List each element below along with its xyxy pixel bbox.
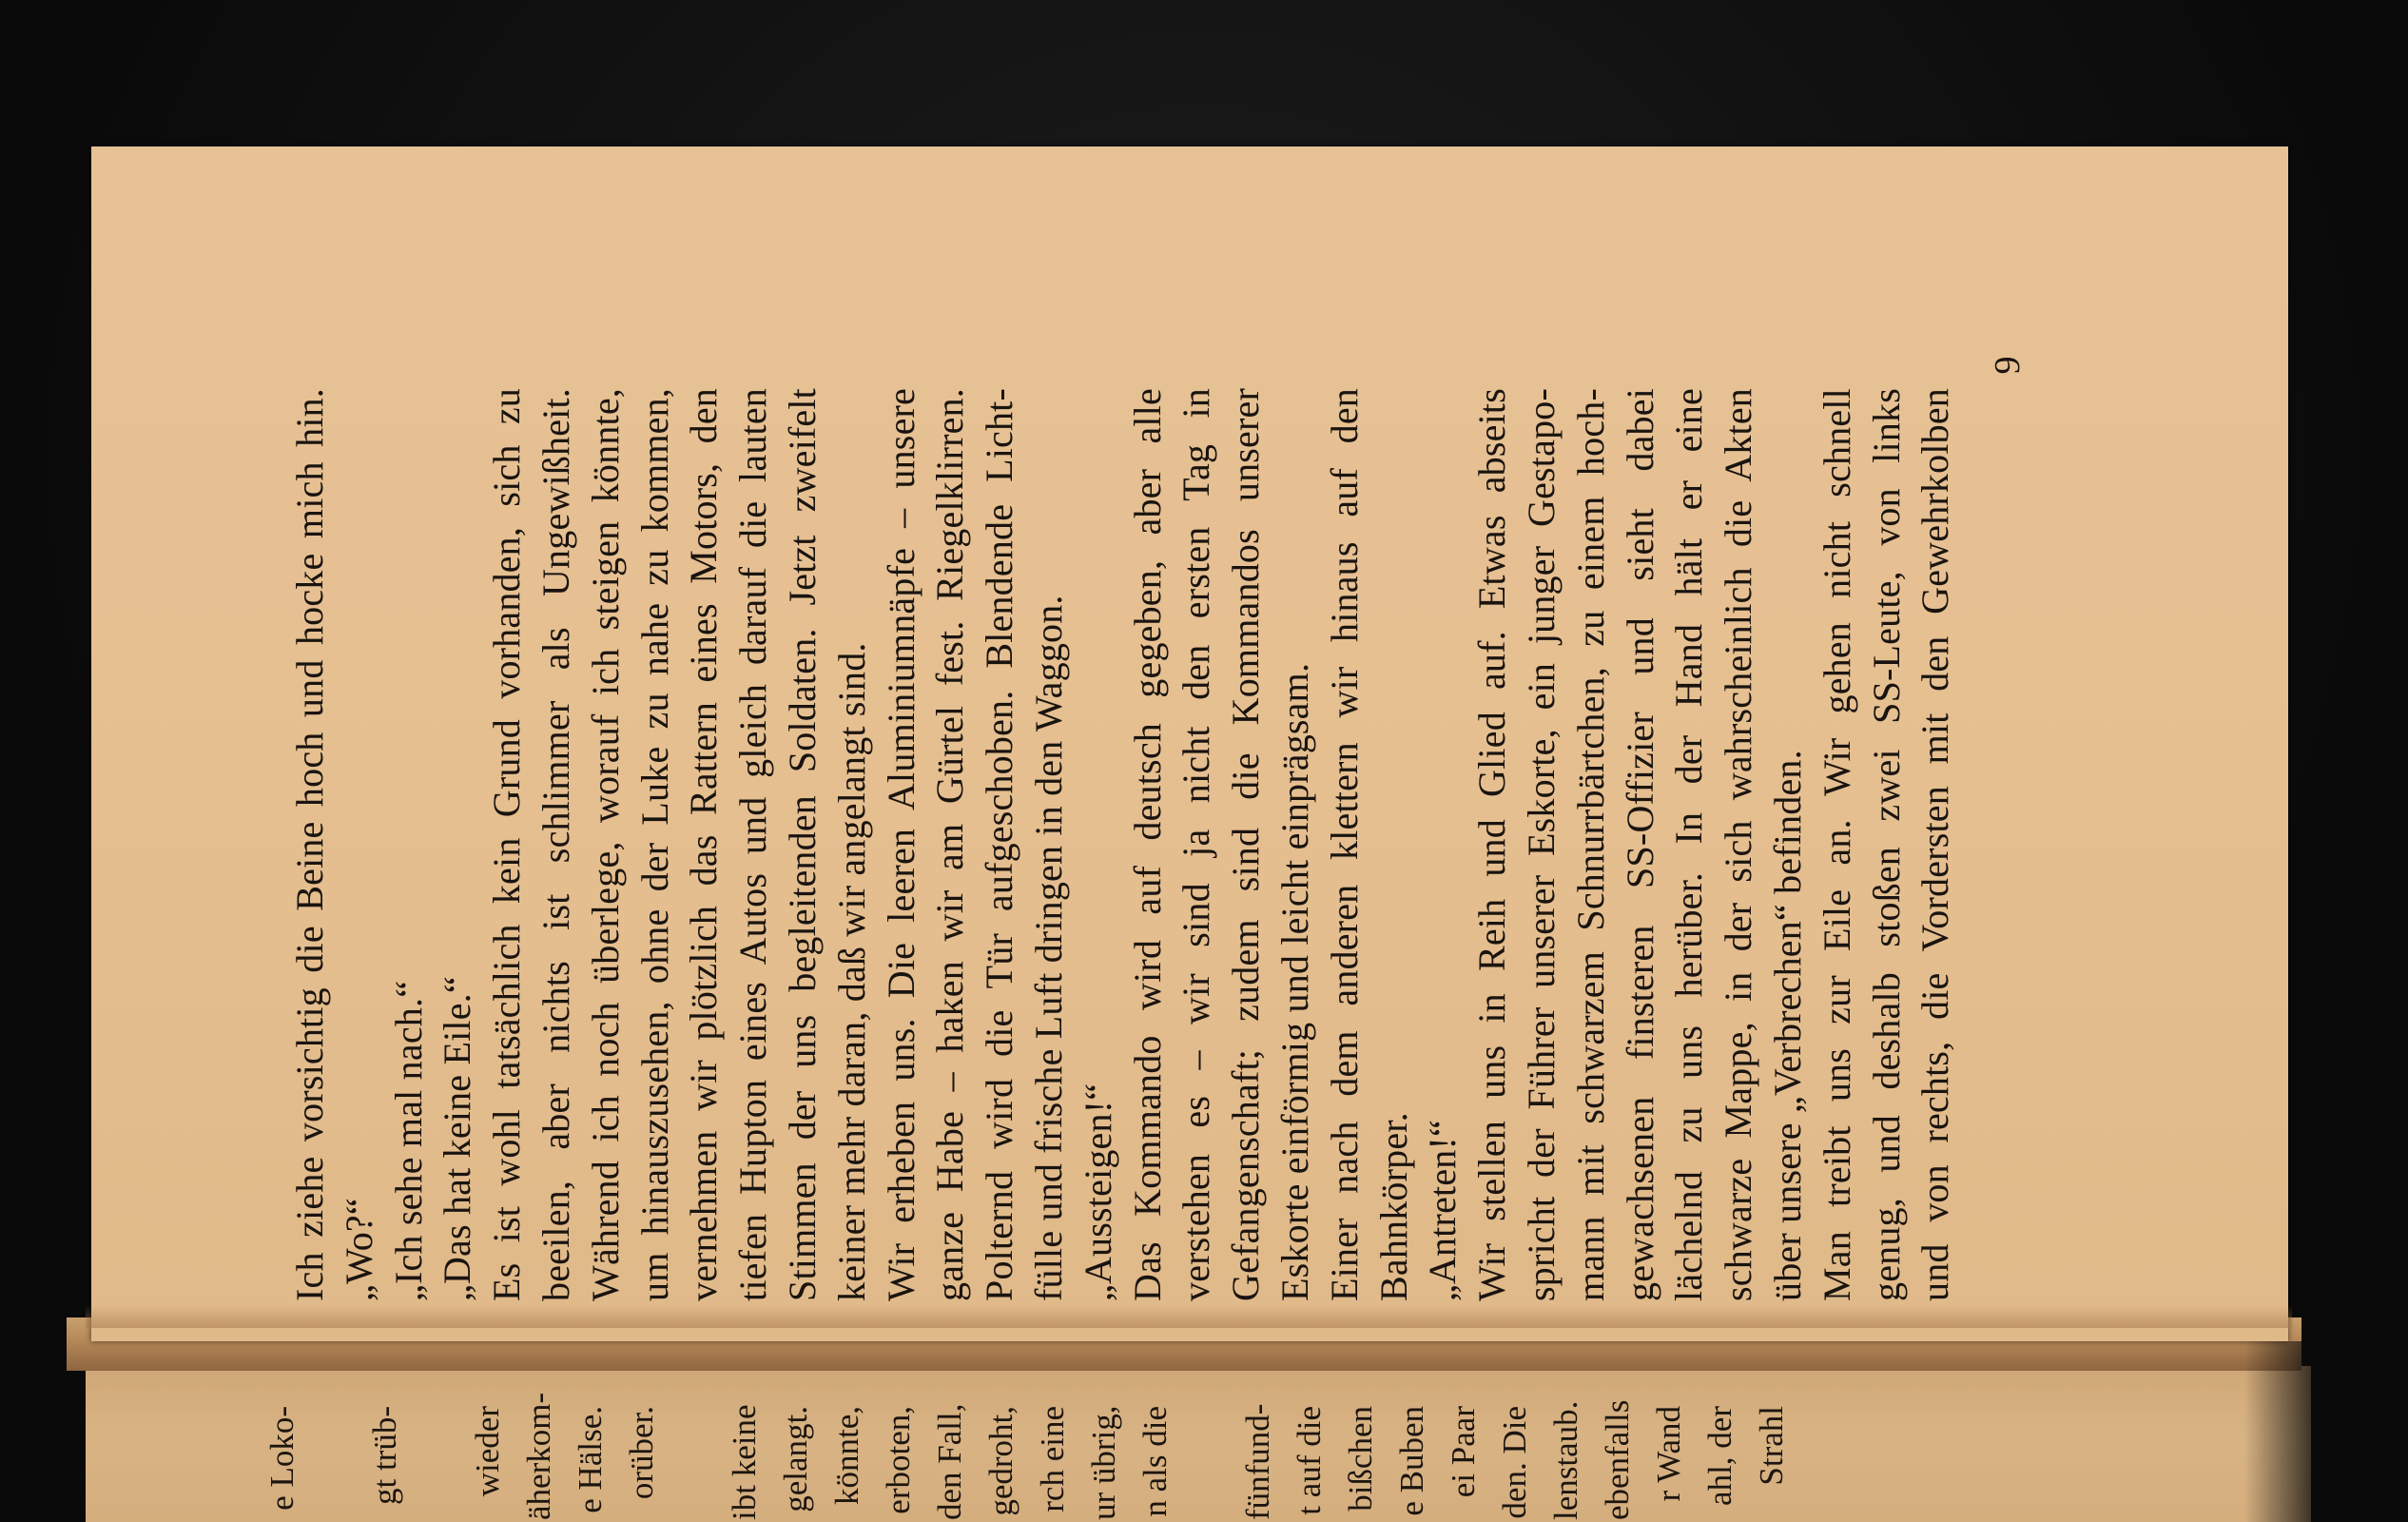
- text-line: Bahnkörper.: [1371, 1112, 1415, 1301]
- facing-text-fragment: [668, 1406, 719, 1520]
- facing-text-fragment: t auf die: [1291, 1406, 1328, 1515]
- text-line: Wir stellen uns in Reih und Glied auf. Etwas abseits: [1470, 388, 1514, 1301]
- text-line: spricht der Führer unserer Eskorte, ein junger Gestapo-: [1519, 388, 1563, 1301]
- text-line: Das Kommando wird auf deutsch gegeben, aber alle: [1125, 388, 1169, 1301]
- facing-page-text: [257, 1392, 1797, 1520]
- main-page-text: [285, 388, 1960, 1301]
- text-line: genug, und deshalb stoßen zwei SS-Leute, von links: [1864, 388, 1908, 1301]
- facing-text-fragment: ebenfalls: [1599, 1399, 1636, 1520]
- facing-text-fragment: ibt keine: [726, 1404, 763, 1520]
- facing-text-fragment: wieder: [469, 1406, 506, 1497]
- text-line: Einer nach dem anderen klettern wir hinaus auf den: [1322, 388, 1366, 1301]
- text-line: „Das hat keine Eile.“: [436, 976, 479, 1301]
- facing-text-fragment: ahl, der: [1701, 1406, 1738, 1506]
- facing-text-fragment: e Buben: [1393, 1406, 1430, 1516]
- text-line: lächelnd zu uns herüber. In der Hand hält er eine: [1667, 388, 1711, 1301]
- facing-text-fragment: gt trüb-: [366, 1406, 403, 1506]
- facing-text-fragment: lenstaub.: [1547, 1400, 1584, 1520]
- text-line: „Antreten!“: [1421, 1120, 1465, 1301]
- text-line: beeilen, aber nichts ist schlimmer als Ungewißheit.: [534, 388, 577, 1301]
- facing-text-fragment: [1181, 1406, 1233, 1520]
- text-line: verstehen es – wir sind ja nicht den ersten Tag in: [1175, 388, 1218, 1301]
- text-line: Wir erheben uns. Die leeren Aluminiumnäpfe – unsere: [879, 388, 922, 1301]
- text-line: keiner mehr daran, daß wir angelangt sind.: [829, 642, 873, 1301]
- text-line: „Wo?“: [337, 1198, 380, 1301]
- text-line: Es ist wohl tatsächlich kein Grund vorhanden, sich zu: [485, 388, 529, 1301]
- text-line: und von rechts, die Vordersten mit den Gewehrkolben: [1913, 388, 1957, 1301]
- facing-text-fragment: gedroht,: [982, 1406, 1020, 1516]
- facing-text-fragment: rch eine: [1034, 1406, 1071, 1512]
- text-line: Eskorte einförmig und leicht einprägsam.: [1272, 662, 1316, 1301]
- facing-text-fragment: den. Die: [1496, 1406, 1533, 1519]
- facing-text-fragment: n als die: [1136, 1406, 1174, 1517]
- facing-text-fragment: e Loko-: [263, 1406, 301, 1511]
- facing-text-fragment: äherkom-: [520, 1392, 557, 1520]
- text-line: tiefen Hupton eines Autos und gleich darauf die lauten: [731, 388, 775, 1301]
- facing-text-fragment: erboten,: [880, 1406, 917, 1514]
- text-line: vernehmen wir plötzlich das Rattern eines Motors, den: [682, 388, 726, 1301]
- text-line: Während ich noch überlege, worauf ich steigen könnte,: [583, 388, 627, 1301]
- facing-text-fragment: den Fall,: [931, 1403, 968, 1520]
- text-line: über unsere „Verbrechen“ befinden.: [1765, 750, 1809, 1301]
- text-line: mann mit schwarzem Schnurrbärtchen, zu einem hoch-: [1568, 388, 1612, 1301]
- facing-text-fragment: r Wand: [1650, 1406, 1687, 1502]
- text-line: Stimmen der uns begleitenden Soldaten. Jetzt zweifelt: [780, 388, 824, 1301]
- text-line: um hinauszusehen, ohne der Luke zu nahe zu kommen,: [632, 388, 676, 1301]
- text-line: Gefangenschaft; zudem sind die Kommandos unserer: [1224, 388, 1268, 1301]
- text-line: schwarze Mappe, in der sich wahrscheinlich die Akten: [1717, 388, 1760, 1301]
- facing-text-fragment: ur übrig,: [1085, 1405, 1122, 1520]
- facing-text-fragment: ei Paar: [1445, 1406, 1482, 1498]
- text-line: gewachsenen finsteren SS-Offizier und sieht dabei: [1618, 388, 1661, 1301]
- gutter-shadow: [86, 1305, 2292, 1328]
- photo-edge-shadow: [2244, 1341, 2321, 1522]
- text-line: „Ich sehe mal nach.“: [386, 980, 430, 1301]
- text-line: fülle und frische Luft dringen in den Waggon.: [1026, 595, 1070, 1301]
- facing-text-fragment: [411, 1406, 462, 1520]
- facing-text-fragment: orüber.: [623, 1406, 660, 1500]
- facing-text-fragment: Strahl: [1753, 1406, 1790, 1486]
- facing-text-fragment: gelangt.: [777, 1406, 814, 1512]
- facing-text-fragment: [308, 1406, 359, 1520]
- text-line: Man treibt uns zur Eile an. Wir gehen nicht schnell: [1815, 388, 1858, 1301]
- text-line: ganze Habe – haken wir am Gürtel fest. Riegelklirren.: [928, 388, 972, 1301]
- facing-text-fragment: bißchen: [1342, 1406, 1379, 1512]
- facing-text-fragment: fünfund-: [1239, 1403, 1276, 1520]
- facing-text-fragment: e Hälse.: [572, 1406, 609, 1513]
- text-line: Ich ziehe vorsichtig die Beine hoch und hocke mich hin.: [288, 388, 331, 1301]
- page-number: 9: [1988, 356, 2028, 375]
- text-line: Polternd wird die Tür aufgeschoben. Blendende Licht-: [978, 388, 1021, 1301]
- facing-text-fragment: könnte,: [828, 1406, 865, 1506]
- text-line: „Aussteigen!“: [1076, 1083, 1119, 1301]
